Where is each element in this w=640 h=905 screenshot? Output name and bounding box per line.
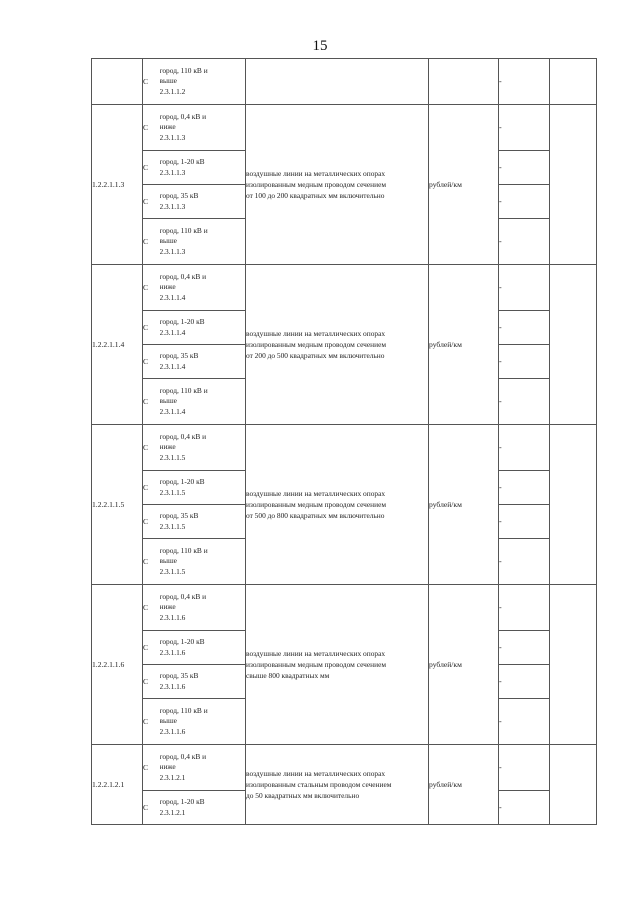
value-cell (499, 631, 550, 665)
value-cell (499, 379, 550, 425)
sign-cell (143, 345, 160, 379)
sign-cell (143, 151, 160, 185)
sign-cell (143, 585, 160, 631)
subcategory-line: город, 0,4 кВ и (159, 751, 207, 761)
subcategory-line: 2.3.1.1.5 (159, 487, 186, 497)
sign-label: С (143, 197, 149, 206)
code-cell (92, 59, 143, 105)
value-label: - (499, 322, 502, 332)
value-cell (499, 345, 550, 379)
subcategory-line: 2.3.1.1.3 (159, 167, 186, 177)
description-cell (246, 59, 429, 105)
subcategory-line: город, 35 кВ (159, 671, 199, 681)
unit-label: рублей/км (429, 780, 462, 789)
value-label: - (499, 162, 502, 172)
subcategory-cell (160, 345, 246, 379)
subcategory-cell (160, 151, 246, 185)
description-line: до 50 квадратных мм включительно (246, 791, 360, 801)
sign-cell (143, 539, 160, 585)
subcategory-line: выше (159, 556, 177, 566)
description-line: свыше 800 квадратных мм (246, 671, 330, 681)
value-cell (499, 505, 550, 539)
subcategory-cell (160, 699, 246, 745)
subcategory-cell (160, 745, 246, 791)
sign-cell (143, 379, 160, 425)
sign-label: С (143, 163, 149, 172)
code-cell (92, 585, 143, 745)
description-cell (246, 105, 429, 265)
sign-cell (143, 745, 160, 791)
subcategory-line: выше (159, 396, 177, 406)
value-cell (499, 425, 550, 471)
sign-cell (143, 631, 160, 665)
sign-label: С (143, 77, 149, 86)
table-row (92, 585, 597, 631)
value-cell (499, 219, 550, 265)
subcategory-line: город, 1-20 кВ (159, 157, 205, 167)
code-label: 1.2.2.1.1.3 (92, 180, 125, 189)
subcategory-line: 2.3.1.1.4 (159, 292, 186, 302)
value-label: - (499, 482, 502, 492)
description-line: изолированным медным проводом сечением (246, 499, 387, 509)
value-label: - (499, 716, 502, 726)
value-label: - (499, 396, 502, 406)
subcategory-line: город, 1-20 кВ (159, 637, 205, 647)
description-line: изолированным медным проводом сечением (246, 659, 387, 669)
description-line: изолированным медным проводом сечением (246, 179, 387, 189)
table-row (92, 265, 597, 311)
sign-label: С (143, 237, 149, 246)
unit-cell (429, 585, 499, 745)
sign-label: С (143, 643, 149, 652)
subcategory-line: город, 0,4 кВ и (159, 431, 207, 441)
subcategory-cell (160, 265, 246, 311)
value-label: - (499, 516, 502, 526)
sign-label: С (143, 283, 149, 292)
description-cell (246, 585, 429, 745)
value-cell (499, 311, 550, 345)
description-line: от 100 до 200 квадратных мм включительно (246, 191, 385, 201)
subcategory-line: ниже (159, 122, 176, 132)
unit-label: рублей/км (429, 500, 462, 509)
sign-label: С (143, 717, 149, 726)
sign-label: С (143, 603, 149, 612)
subcategory-line: 2.3.1.1.4 (159, 327, 186, 337)
subcategory-cell (160, 105, 246, 151)
sign-label: С (143, 397, 149, 406)
subcategory-line: 2.3.1.2.1 (159, 807, 186, 817)
value-cell (499, 265, 550, 311)
empty-cell (550, 425, 597, 585)
subcategory-line: 2.3.1.1.5 (159, 566, 186, 576)
subcategory-line: город, 35 кВ (159, 351, 199, 361)
subcategory-line: город, 110 кВ и (159, 65, 208, 75)
table-row (92, 425, 597, 471)
subcategory-line: город, 110 кВ и (159, 545, 208, 555)
unit-cell (429, 265, 499, 425)
value-label: - (499, 76, 502, 86)
sign-cell (143, 425, 160, 471)
description-line: изолированным медным проводом сечением (246, 339, 387, 349)
unit-cell (429, 59, 499, 105)
sign-cell (143, 471, 160, 505)
subcategory-line: 2.3.1.1.5 (159, 521, 186, 531)
subcategory-line: 2.3.1.1.6 (159, 612, 186, 622)
subcategory-line: 2.3.1.1.6 (159, 681, 186, 691)
value-label: - (499, 802, 502, 812)
sign-label: С (143, 483, 149, 492)
value-cell (499, 185, 550, 219)
subcategory-line: 2.3.1.1.3 (159, 132, 186, 142)
subcategory-cell (160, 631, 246, 665)
code-label: 1.2.2.1.1.6 (92, 660, 125, 669)
sign-cell (143, 265, 160, 311)
value-label: - (499, 196, 502, 206)
value-label: - (499, 762, 502, 772)
empty-cell (550, 745, 597, 825)
subcategory-line: город, 0,4 кВ и (159, 111, 207, 121)
code-cell (92, 745, 143, 825)
value-cell (499, 699, 550, 745)
table-row (92, 745, 597, 791)
value-cell (499, 585, 550, 631)
unit-cell (429, 425, 499, 585)
value-label: - (499, 442, 502, 452)
description-cell (246, 265, 429, 425)
subcategory-line: выше (159, 716, 177, 726)
value-cell (499, 745, 550, 791)
subcategory-cell (160, 471, 246, 505)
sign-cell (143, 59, 160, 105)
subcategory-line: город, 1-20 кВ (159, 317, 205, 327)
code-cell (92, 425, 143, 585)
empty-cell (550, 265, 597, 425)
code-label: 1.2.2.1.2.1 (92, 780, 125, 789)
sign-cell (143, 311, 160, 345)
sign-cell (143, 219, 160, 265)
subcategory-cell (160, 585, 246, 631)
subcategory-line: ниже (159, 442, 176, 452)
code-cell (92, 105, 143, 265)
table-row (92, 105, 597, 151)
sign-cell (143, 665, 160, 699)
value-cell (499, 471, 550, 505)
subcategory-line: ниже (159, 762, 176, 772)
subcategory-cell (160, 539, 246, 585)
subcategory-line: 2.3.1.1.2 (159, 86, 186, 96)
sign-cell (143, 505, 160, 539)
value-cell (499, 665, 550, 699)
sign-cell (143, 105, 160, 151)
subcategory-line: город, 1-20 кВ (159, 477, 205, 487)
subcategory-line: город, 0,4 кВ и (159, 271, 207, 281)
subcategory-cell (160, 505, 246, 539)
code-label: 1.2.2.1.1.4 (92, 340, 125, 349)
subcategory-line: 2.3.1.1.4 (159, 361, 186, 371)
value-cell (499, 791, 550, 825)
subcategory-cell (160, 425, 246, 471)
subcategory-line: город, 35 кВ (159, 511, 199, 521)
value-label: - (499, 282, 502, 292)
subcategory-line: город, 0,4 кВ и (159, 591, 207, 601)
value-cell (499, 539, 550, 585)
subcategory-cell (160, 219, 246, 265)
description-line: воздушные линии на металлических опорах (246, 768, 386, 778)
value-label: - (499, 356, 502, 366)
page-number: 15 (312, 38, 328, 54)
subcategory-cell (160, 379, 246, 425)
subcategory-line: 2.3.1.1.4 (159, 406, 186, 416)
empty-cell (550, 59, 597, 105)
subcategory-line: город, 110 кВ и (159, 225, 208, 235)
subcategory-line: выше (159, 236, 177, 246)
unit-cell (429, 745, 499, 825)
subcategory-cell (160, 59, 246, 105)
value-label: - (499, 236, 502, 246)
subcategory-cell (160, 791, 246, 825)
value-label: - (499, 676, 502, 686)
unit-cell (429, 105, 499, 265)
sign-label: С (143, 123, 149, 132)
unit-label: рублей/км (429, 660, 462, 669)
sign-cell (143, 185, 160, 219)
code-label: 1.2.2.1.1.5 (92, 500, 125, 509)
subcategory-line: ниже (159, 602, 176, 612)
sign-label: С (143, 677, 149, 686)
value-label: - (499, 556, 502, 566)
value-label: - (499, 122, 502, 132)
sign-label: С (143, 323, 149, 332)
description-line: от 500 до 800 квадратных мм включительно (246, 511, 385, 521)
sign-cell (143, 791, 160, 825)
subcategory-line: выше (159, 76, 177, 86)
subcategory-line: 2.3.1.1.6 (159, 647, 186, 657)
description-line: воздушные линии на металлических опорах (246, 488, 386, 498)
subcategory-line: город, 110 кВ и (159, 705, 208, 715)
description-line: воздушные линии на металлических опорах (246, 168, 386, 178)
subcategory-line: 2.3.1.2.1 (159, 772, 186, 782)
sign-label: С (143, 557, 149, 566)
table-row (92, 59, 597, 105)
subcategory-line: город, 35 кВ (159, 191, 199, 201)
code-cell (92, 265, 143, 425)
description-cell (246, 745, 429, 825)
sign-label: С (143, 357, 149, 366)
sign-label: С (143, 763, 149, 772)
value-cell (499, 151, 550, 185)
description-line: от 200 до 500 квадратных мм включительно (246, 351, 385, 361)
empty-cell (550, 585, 597, 745)
subcategory-line: 2.3.1.1.3 (159, 201, 186, 211)
description-cell (246, 425, 429, 585)
description-line: воздушные линии на металлических опорах (246, 648, 386, 658)
subcategory-line: город, 110 кВ и (159, 385, 208, 395)
value-label: - (499, 602, 502, 612)
unit-label: рублей/км (429, 180, 462, 189)
sign-label: С (143, 443, 149, 452)
description-line: воздушные линии на металлических опорах (246, 328, 386, 338)
subcategory-line: 2.3.1.1.5 (159, 452, 186, 462)
description-line: изолированным стальным проводом сечением (246, 779, 392, 789)
sign-cell (143, 699, 160, 745)
subcategory-line: ниже (159, 282, 176, 292)
value-label: - (499, 642, 502, 652)
value-cell (499, 105, 550, 151)
subcategory-cell (160, 665, 246, 699)
subcategory-line: город, 1-20 кВ (159, 797, 205, 807)
empty-cell (550, 105, 597, 265)
subcategory-cell (160, 311, 246, 345)
subcategory-cell (160, 185, 246, 219)
unit-label: рублей/км (429, 340, 462, 349)
subcategory-line: 2.3.1.1.6 (159, 726, 186, 736)
sign-label: С (143, 517, 149, 526)
sign-label: С (143, 803, 149, 812)
tariff-table (91, 58, 597, 825)
subcategory-line: 2.3.1.1.3 (159, 246, 186, 256)
value-cell (499, 59, 550, 105)
